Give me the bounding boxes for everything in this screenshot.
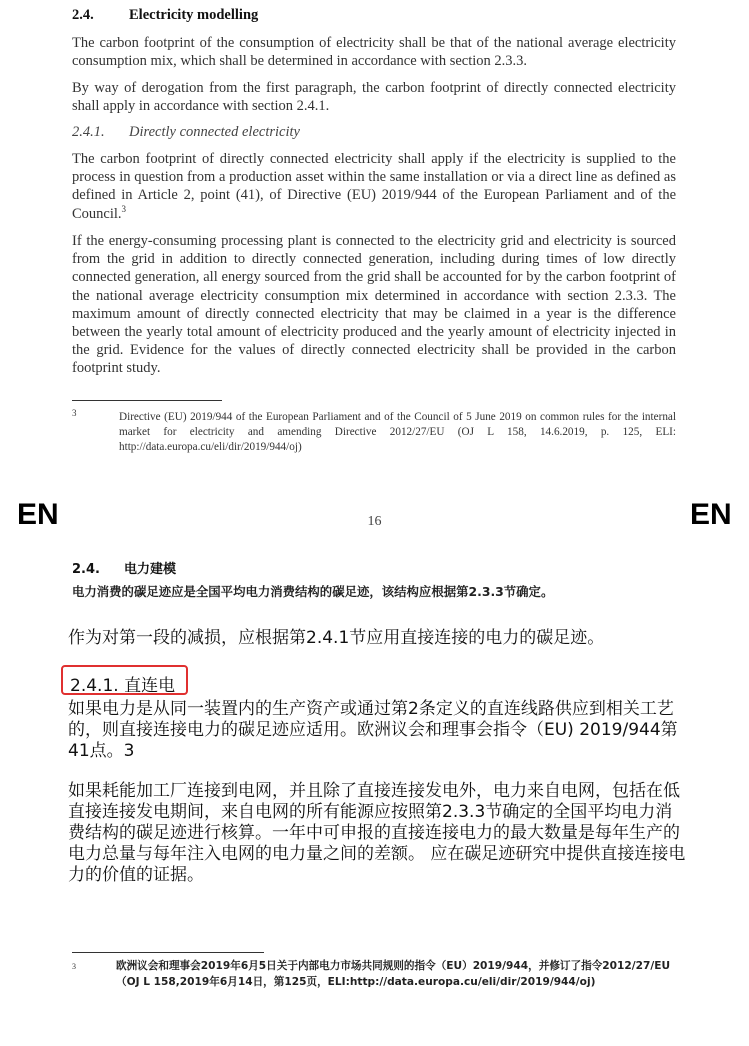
footnote-reference: 3 <box>121 203 127 214</box>
en-paragraph-1: The carbon footprint of the consumption of electricity shall be that of the national average electricity consumption mix, which shall be determined in accordance with section 2.3.3. <box>72 35 676 70</box>
en-subsection-heading <box>72 124 300 141</box>
zh-section-heading <box>72 558 176 577</box>
zh-footnote-text: 欧洲议会和理事会2019年6月5日关于内部电力市场共同规则的指令（EU）2019/944，并修订了指令2012/27/EU（OJ L 158,2019年6月14日，第125页，ELI:http://data.europa.cu/eli/dir/2019/944/oj) <box>116 960 671 988</box>
en-footnote-rule <box>72 400 222 401</box>
zh-paragraph-3: 如果电力是从同一装置内的生产资产或通过第2条定义的直连线路供应到相关工艺的，则直接连接电力的碳足迹应适用。欧洲议会和理事会指令（EU) 2019/944第41点。3 <box>68 699 678 761</box>
right-language-marker: EN <box>690 498 732 531</box>
en-section-heading <box>72 7 258 24</box>
en-footnote-mark: 3 <box>72 408 77 418</box>
zh-section-number: 2.4. <box>72 562 100 577</box>
zh-footnote-rule <box>72 952 264 953</box>
en-paragraph-3 <box>72 150 676 223</box>
en-paragraph-2: By way of derogation from the first paragraph, the carbon footprint of directly connected electricity shall apply in accordance with section 2.4.1. <box>72 80 676 115</box>
en-subsection-title: Directly connected electricity <box>129 124 300 140</box>
zh-subsection-heading: 2.4.1. 直连电 <box>70 676 176 696</box>
en-paragraph-4: If the energy-consuming processing plant is connected to the electricity grid and electricity is sourced from the grid in addition to directly connected generation, including during times of low directly connected generation, all energy sourced from the grid shall be accounted for by the carbon footprint of the national average electricity consumption mix determined in accordance with section 2.3.3. The maximum amount of directly connected electricity that may be claimed in a year is the difference between the yearly total amount of electricity produced and the yearly amount of electricity injected in the grid. Evidence for the values of directly connected electricity shall be provided in the carbon footprint study. <box>72 233 676 377</box>
en-section-title: Electricity modelling <box>129 7 259 23</box>
zh-paragraph-2: 作为对第一段的减损，应根据第2.4.1节应用直接连接的电力的碳足迹。 <box>68 628 605 648</box>
zh-section-title: 电力建模 <box>124 562 177 577</box>
en-subsection-number: 2.4.1. <box>72 124 105 140</box>
en-paragraph-3-text: The carbon footprint of directly connected electricity shall apply if the electricity is supplied to the process in question from a production asset within the same installation or via a direct line as defined as defined in Article 2, point (41), of Directive (EU) 2019/944 of the European Parliament and of the Council. <box>72 151 676 222</box>
zh-paragraph-1: 电力消费的碳足迹应是全国平均电力消费结构的碳足迹，该结构应根据第2.3.3节确定。 <box>72 584 554 599</box>
zh-paragraph-4: 如果耗能加工厂连接到电网，并且除了直接连接发电外，电力来自电网，包括在低直接连接发电期间，来自电网的所有能源应按照第2.3.3节确定的全国平均电力消费结构的碳足迹进行核算。一年中可申报的直接连接电力的最大数量是每年生产的电力总量与每年注入电网的电力量之间的差额。 应在碳足迹研究中提供直接连接电力的价值的证据。 <box>68 781 686 885</box>
zh-footnote-mark: 3 <box>72 962 76 971</box>
en-footnote-text: Directive (EU) 2019/944 of the European Parliament and of the Council of 5 June 2019 on common rules for the internal market for electricity and amending Directive 2012/27/EU (OJ L 158, 14.6.2019, p. 125, ELI: http://data.europa.cu/eli/dir/2019/944/oj) <box>119 411 676 454</box>
left-language-marker: EN <box>17 498 59 531</box>
page-number: 16 <box>367 514 382 529</box>
en-section-number: 2.4. <box>72 7 94 23</box>
